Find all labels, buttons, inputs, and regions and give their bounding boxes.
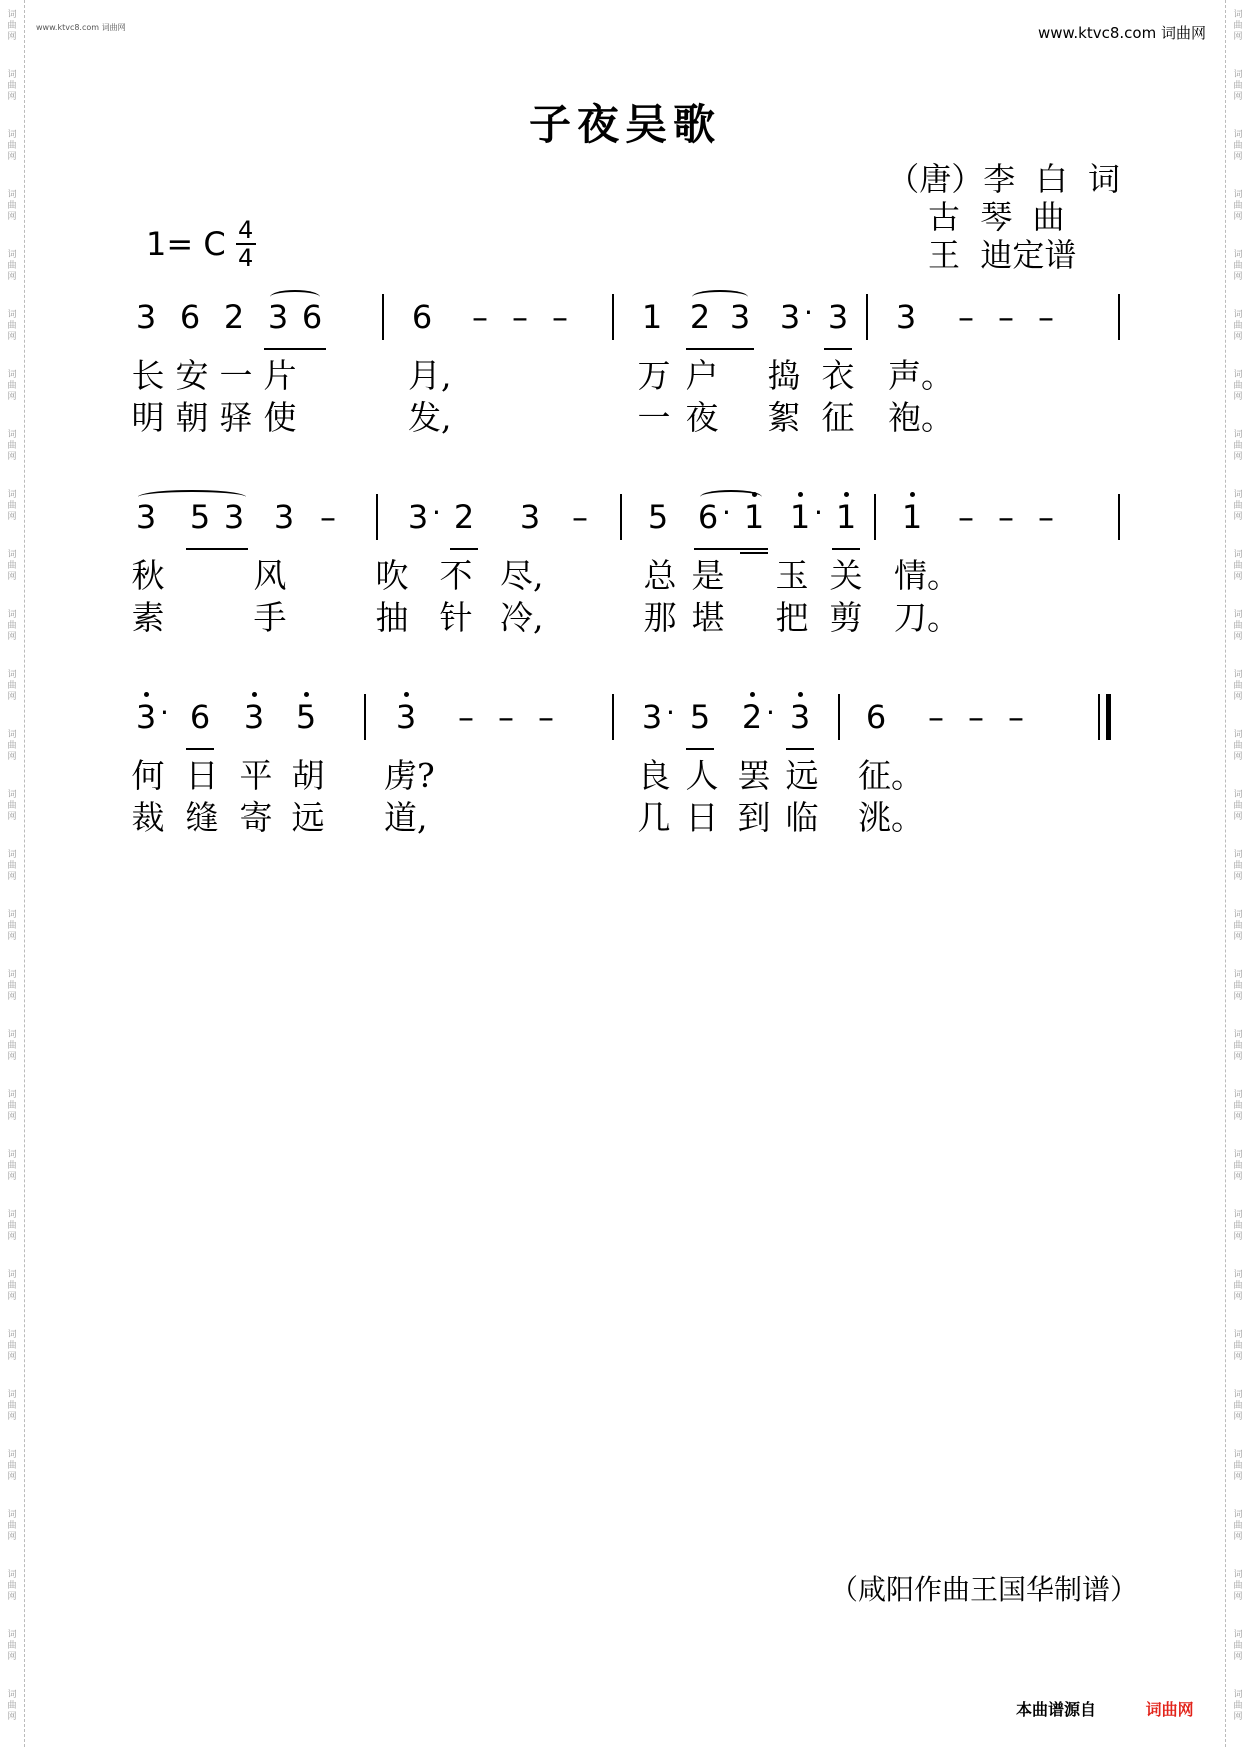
score-system-1 (131, 290, 1126, 437)
slur (138, 490, 246, 504)
time-signature-top: 4 (238, 216, 254, 244)
watermark-text: 词 曲 网 (1233, 1330, 1243, 1362)
note: – (998, 498, 1014, 536)
note: 3 (789, 698, 811, 736)
note: – (538, 698, 554, 736)
watermark-text: 词 曲 网 (7, 790, 17, 822)
watermark-text: 词 曲 网 (1233, 610, 1243, 642)
note: 1 (835, 498, 857, 536)
watermark-text: 词 曲 网 (1233, 1390, 1243, 1422)
watermark-text: 词 曲 网 (1233, 490, 1243, 522)
lyric: 缝 (185, 798, 219, 837)
lyric: 是 (691, 556, 725, 595)
watermark-text: 词 曲 网 (1233, 1570, 1243, 1602)
note: 3 (223, 498, 245, 536)
lyric: 朝 (175, 398, 209, 437)
watermark-text: 词 曲 网 (7, 670, 17, 702)
lyric: 月, (408, 356, 452, 395)
barline (620, 494, 622, 540)
note: 5 (295, 698, 317, 736)
lyrics-rows (131, 550, 1126, 637)
watermark-text: 词 曲 网 (7, 850, 17, 882)
note: – (1008, 698, 1024, 736)
lyric: 那 (643, 598, 677, 637)
note: 3 (395, 698, 417, 736)
note: 6 (411, 298, 433, 336)
note: – (998, 298, 1014, 336)
lyric: 吹 (375, 556, 409, 595)
note: – (472, 298, 488, 336)
octave-dot (304, 692, 309, 697)
lyric: 片 (263, 356, 297, 395)
barline (612, 694, 614, 740)
top-right-site-link[interactable]: www.ktvc8.com 词曲网 (1037, 24, 1206, 42)
note: – (572, 498, 588, 536)
note: 3 (729, 298, 751, 336)
watermark-text: 词 曲 网 (7, 1510, 17, 1542)
lyric: 何 (131, 756, 165, 795)
note: – (928, 698, 944, 736)
watermark-text: 词 曲 网 (1233, 10, 1243, 42)
watermark-text: 词 曲 网 (7, 10, 17, 42)
note: 5 (689, 698, 711, 736)
lyric: 长 (131, 356, 165, 395)
slur (270, 290, 320, 304)
watermark-text: 词 曲 网 (1233, 1270, 1243, 1302)
watermark-text: 词 曲 网 (7, 1690, 17, 1722)
barline (866, 294, 868, 340)
lyric: 一 (219, 356, 253, 395)
note: 3 (273, 498, 295, 536)
watermark-text: 词 曲 网 (7, 730, 17, 762)
lyrics-rows (131, 350, 1126, 437)
lyric: 远 (785, 756, 819, 795)
barline (1118, 494, 1120, 540)
note: 3 (641, 698, 663, 736)
time-signature (236, 218, 256, 270)
lyric: 玉 (775, 556, 809, 595)
lyric: 捣 (767, 356, 801, 395)
note: – (512, 298, 528, 336)
lyric: 关 (829, 556, 863, 595)
watermark-text: 词 曲 网 (1233, 1090, 1243, 1122)
watermark-text: 词 曲 网 (7, 1330, 17, 1362)
lyricist-credit: （唐）李 白 词 (887, 160, 1120, 198)
lyric: 户 (685, 356, 719, 395)
lyric: 总 (643, 556, 677, 595)
watermark-text: 词 曲 网 (7, 1390, 17, 1422)
note: 6 (179, 298, 201, 336)
watermark-text: 词 曲 网 (7, 550, 17, 582)
lyric: 到 (737, 798, 771, 837)
final-barline-thin (1098, 694, 1100, 740)
octave-dot (252, 692, 257, 697)
barline (874, 494, 876, 540)
lyric: 临 (785, 798, 819, 837)
note: 2 (689, 298, 711, 336)
watermark-text: 词 曲 网 (7, 610, 17, 642)
note: 3 (895, 298, 917, 336)
lyric: 声。 (888, 356, 954, 395)
notation-row (135, 290, 1126, 350)
song-title: 子夜吴歌 (528, 100, 721, 149)
lyric: 针 (439, 598, 473, 637)
watermark-text: 词 曲 网 (1233, 730, 1243, 762)
watermark-text: 词 曲 网 (1233, 1150, 1243, 1182)
barline (1118, 294, 1120, 340)
watermark-text: 词 曲 网 (1233, 130, 1243, 162)
barline (838, 694, 840, 740)
lyric: 日 (685, 798, 719, 837)
watermark-text: 词 曲 网 (1233, 70, 1243, 102)
watermark-text: 词 曲 网 (7, 490, 17, 522)
note: – (1038, 298, 1054, 336)
lyric: 衣 (821, 356, 855, 395)
note: – (498, 698, 514, 736)
octave-dot (798, 692, 803, 697)
final-barline-thick (1106, 694, 1111, 740)
notation-row (135, 690, 1126, 750)
lyric: 驿 (219, 398, 253, 437)
lyric: 风 (253, 556, 287, 595)
note: – (968, 698, 984, 736)
lyric: 征 (821, 398, 855, 437)
lyric: 剪 (829, 598, 863, 637)
lyric: 不 (439, 556, 473, 595)
note: – (320, 498, 336, 536)
lyric: 冷, (500, 598, 544, 637)
arranger-credit: 王 迪定谱 (887, 236, 1077, 274)
note: – (552, 298, 568, 336)
augmentation-dot: · (766, 696, 775, 729)
watermark-text: 词 曲 网 (7, 190, 17, 222)
key-label: 1= C (146, 225, 226, 263)
watermark-text: 词 曲 网 (7, 370, 17, 402)
note: – (958, 498, 974, 536)
top-left-site-mark: www.ktvc8.com 词曲网 (36, 23, 126, 32)
watermark-text: 词 曲 网 (7, 250, 17, 282)
lyric: 手 (253, 598, 287, 637)
watermark-text: 词 曲 网 (1233, 970, 1243, 1002)
lyric: 安 (175, 356, 209, 395)
augmentation-dot: · (814, 496, 823, 529)
watermark-text: 词 曲 网 (1233, 850, 1243, 882)
lyric: 罢 (737, 756, 771, 795)
watermark-text: 词 曲 网 (7, 1630, 17, 1662)
lyric: 胡 (291, 756, 325, 795)
watermark-text: 词 曲 网 (7, 430, 17, 462)
lyric: 几 (637, 798, 671, 837)
augmentation-dot: · (432, 496, 441, 529)
lyric: 道, (384, 798, 428, 837)
note: 3 (827, 298, 849, 336)
note: – (1038, 498, 1054, 536)
note: 3 (135, 698, 157, 736)
barline (364, 694, 366, 740)
note: 1 (641, 298, 663, 336)
barline (376, 494, 378, 540)
watermark-text: 词 曲 网 (1233, 790, 1243, 822)
note: 3 (779, 298, 801, 336)
transcriber-note: （咸阳作曲王国华制谱） (830, 1573, 1139, 1606)
octave-dot (798, 492, 803, 497)
lyric: 夜 (685, 398, 719, 437)
lyric: 良 (637, 756, 671, 795)
lyric: 洮。 (858, 798, 924, 837)
note: 3 (407, 498, 429, 536)
watermark-text: 词 曲 网 (7, 910, 17, 942)
note: – (458, 698, 474, 736)
lyric: 情。 (894, 556, 960, 595)
lyric: 尽, (500, 556, 544, 595)
watermark-text: 词 曲 网 (1233, 310, 1243, 342)
slur (692, 290, 748, 304)
octave-dot (844, 492, 849, 497)
lyric: 絮 (767, 398, 801, 437)
watermark-text: 词 曲 网 (7, 130, 17, 162)
watermark-text: 词 曲 网 (7, 1090, 17, 1122)
watermark-text: 词 曲 网 (1233, 910, 1243, 942)
lyric: 日 (185, 756, 219, 795)
octave-dot (144, 692, 149, 697)
lyric: 人 (685, 756, 719, 795)
lyric: 虏? (384, 756, 435, 795)
watermark-text: 词 曲 网 (7, 1570, 17, 1602)
barline (612, 294, 614, 340)
lyric: 秋 (131, 556, 165, 595)
key-signature (146, 218, 256, 270)
augmentation-dot: · (722, 496, 731, 529)
lyric: 使 (263, 398, 297, 437)
note: 2 (453, 498, 475, 536)
note: 5 (647, 498, 669, 536)
note: 2 (223, 298, 245, 336)
barline (382, 294, 384, 340)
watermark-text: 词 曲 网 (7, 1270, 17, 1302)
watermark-text: 词 曲 网 (1233, 190, 1243, 222)
watermark-text: 词 曲 网 (7, 1030, 17, 1062)
note: 3 (135, 298, 157, 336)
octave-dot (910, 492, 915, 497)
score-system-3 (131, 690, 1126, 837)
note: 3 (243, 698, 265, 736)
note: 1 (743, 498, 765, 536)
lyric: 明 (131, 398, 165, 437)
lyric: 万 (637, 356, 671, 395)
augmentation-dot: · (666, 696, 675, 729)
octave-dot (404, 692, 409, 697)
octave-dot (750, 692, 755, 697)
watermark-text: 词 曲 网 (1233, 1210, 1243, 1242)
time-signature-bottom: 4 (238, 244, 254, 272)
watermark-text: 词 曲 网 (1233, 430, 1243, 462)
lyric: 裁 (131, 798, 165, 837)
composer-credit: 古 琴 曲 (887, 198, 1065, 236)
watermark-text: 词 曲 网 (7, 310, 17, 342)
footer-origin-label: 本曲谱源自 (1016, 1700, 1097, 1719)
augmentation-dot: · (160, 696, 169, 729)
note: 6 (697, 498, 719, 536)
lyric: 发, (408, 398, 452, 437)
lyric: 征。 (858, 756, 924, 795)
footer-source (1016, 1697, 1194, 1720)
watermark-text: 词 曲 网 (1233, 670, 1243, 702)
note: – (958, 298, 974, 336)
watermark-text: 词 曲 网 (7, 1150, 17, 1182)
watermark-text: 词 曲 网 (1233, 1450, 1243, 1482)
watermark-text: 词 曲 网 (7, 1210, 17, 1242)
watermark-text: 词 曲 网 (1233, 1510, 1243, 1542)
note: 6 (189, 698, 211, 736)
watermark-text: 词 曲 网 (1233, 1630, 1243, 1662)
note: 6 (301, 298, 323, 336)
watermark-text: 词 曲 网 (1233, 550, 1243, 582)
lyric: 素 (131, 598, 165, 637)
note: 3 (519, 498, 541, 536)
lyric: 袍。 (888, 398, 954, 437)
lyric: 刀。 (894, 598, 960, 637)
score-system-2 (131, 490, 1126, 637)
slur (700, 490, 762, 504)
note: 1 (901, 498, 923, 536)
lyric: 一 (637, 398, 671, 437)
watermark-text: 词 曲 网 (7, 970, 17, 1002)
note: 1 (789, 498, 811, 536)
watermark-text: 词 曲 网 (1233, 370, 1243, 402)
lyrics-rows (131, 750, 1126, 837)
watermark-text: 词 曲 网 (7, 1450, 17, 1482)
note: 3 (267, 298, 289, 336)
note: 5 (189, 498, 211, 536)
note: 6 (865, 698, 887, 736)
watermark-text: 词 曲 网 (7, 70, 17, 102)
lyric: 把 (775, 598, 809, 637)
song-credits (887, 160, 1120, 274)
lyric: 远 (291, 798, 325, 837)
note: 3 (135, 498, 157, 536)
lyric: 抽 (375, 598, 409, 637)
watermark-text: 词 曲 网 (1233, 250, 1243, 282)
lyric: 平 (239, 756, 273, 795)
augmentation-dot: · (804, 296, 813, 329)
watermark-text: 词 曲 网 (1233, 1690, 1243, 1722)
note: 2 (741, 698, 763, 736)
watermark-text: 词 曲 网 (1233, 1030, 1243, 1062)
lyric: 寄 (239, 798, 273, 837)
lyric: 堪 (691, 598, 725, 637)
footer-brand-link[interactable]: 词曲网 (1145, 1700, 1194, 1719)
notation-row (135, 490, 1126, 550)
